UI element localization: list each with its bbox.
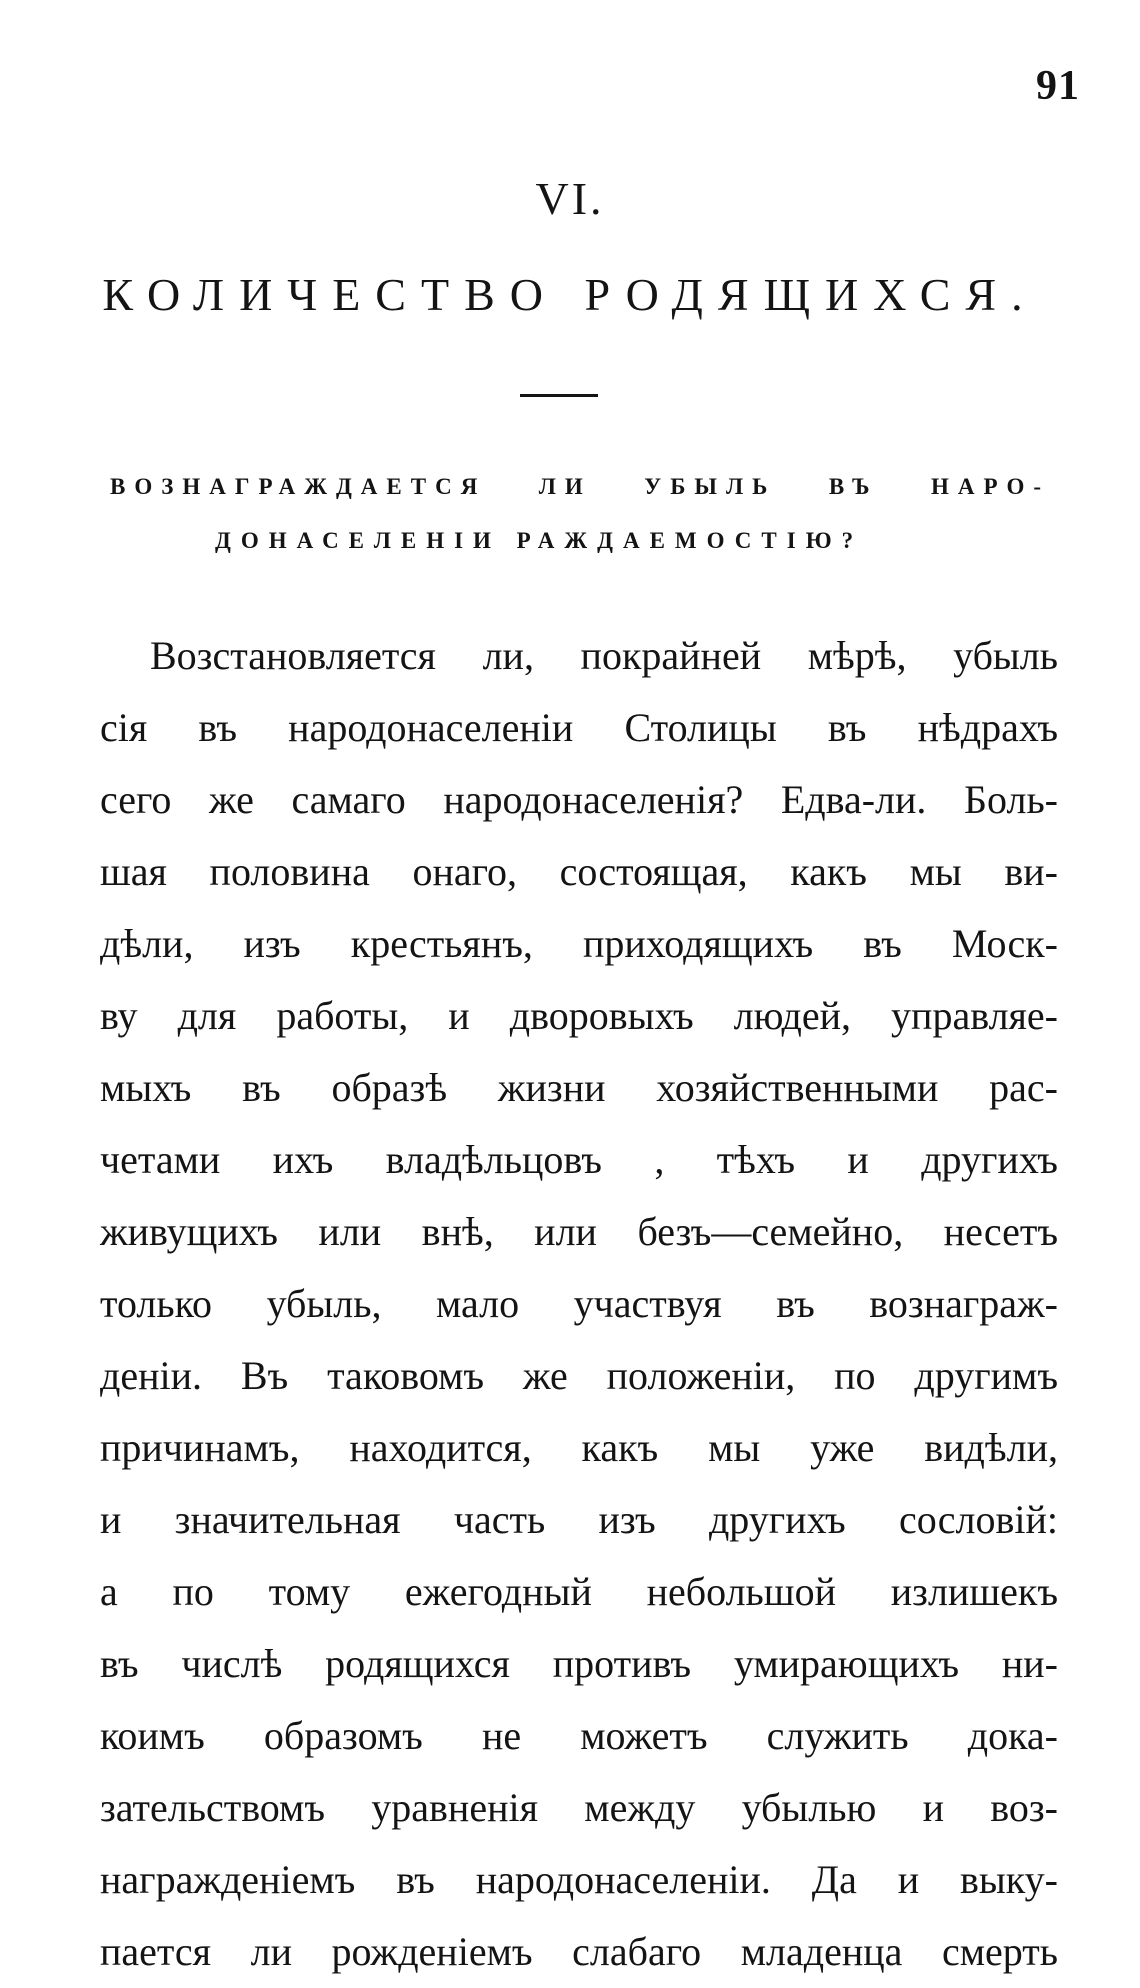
- text-line: только убыль, мало участвуя въ вознаграж-: [100, 1281, 1058, 1326]
- text-line: живущихъ или внѣ, или безъ—семейно, несетъ: [100, 1209, 1058, 1254]
- subtitle-line: ВОЗНАГРАЖДАЕТСЯ ЛИ УБЫЛЬ ВЪ НАРО-: [110, 474, 1050, 499]
- text-line: сія въ народонаселеніи Столицы въ нѣдрахъ: [100, 705, 1058, 750]
- text-line: сего же самаго народонаселенія? Едва-ли. Боль-: [100, 777, 1058, 822]
- text-line: а по тому ежегодный небольшой излишекъ: [100, 1569, 1058, 1614]
- text-line: шая половина онаго, состоящая, какъ мы ви-: [100, 849, 1058, 894]
- text-line: въ числѣ родящихся противъ умирающихъ ни-: [100, 1641, 1058, 1686]
- text-line: зательствомъ уравненія между убылью и воз-: [100, 1785, 1058, 1830]
- text-line: причинамъ, находится, какъ мы уже видѣли,: [100, 1425, 1058, 1470]
- page-number: 91: [1036, 63, 1080, 109]
- text-line: пается ли рожденіемъ слабаго младенца смерть: [100, 1929, 1058, 1974]
- subtitle-line: ДОНАСЕЛЕНІИ РАЖДАЕМОСТІЮ?: [215, 528, 864, 553]
- text-line: мыхъ въ образѣ жизни хозяйственными рас-: [100, 1065, 1058, 1110]
- text-line: коимъ образомъ не можетъ служить дока-: [100, 1713, 1058, 1758]
- text-line: четами ихъ владѣльцовъ , тѣхъ и другихъ: [100, 1137, 1058, 1182]
- text-line: награжденіемъ въ народонаселеніи. Да и выку-: [100, 1857, 1058, 1902]
- text-line: ву для работы, и дворовыхъ людей, управляе-: [100, 993, 1058, 1038]
- text-line: дѣли, изъ крестьянъ, приходящихъ въ Моск-: [100, 921, 1058, 966]
- chapter-title: КОЛИЧЕСТВО РОДЯЩИХСЯ.: [102, 269, 1038, 320]
- text-line: Возстановляется ли, покрайней мѣрѣ, убыль: [150, 633, 1058, 678]
- chapter-number: VI.: [535, 173, 605, 224]
- text-line: деніи. Въ таковомъ же положеніи, по другимъ: [100, 1353, 1058, 1398]
- title-divider: [520, 394, 598, 397]
- text-line: и значительная часть изъ другихъ сословій:: [100, 1497, 1058, 1542]
- body-text: [100, 620, 1058, 1988]
